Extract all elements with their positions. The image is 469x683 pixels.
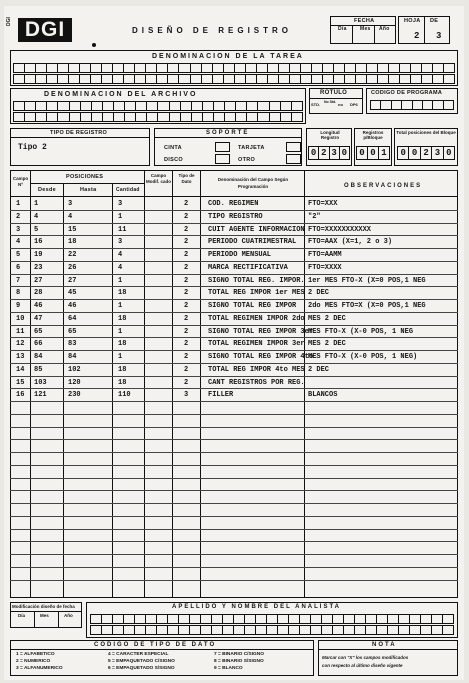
cell-desde: 46 (34, 302, 43, 310)
codigo-tipo-label: CODIGO DE TIPO DE DATO (94, 642, 217, 648)
cell-cantidad: 4 (118, 263, 123, 272)
cell-campo: 9 (16, 302, 21, 310)
table-row (4, 376, 464, 389)
col-observaciones: OBSERVACIONES (344, 183, 423, 189)
cell-desde: 121 (34, 391, 47, 400)
cell-denominacion: CANT REGISTROS POR REG. (208, 378, 305, 387)
cell-denominacion: COD. REGIMEN (208, 200, 259, 208)
cell-desde: 85 (34, 365, 43, 374)
dgi-logo: DGI (18, 18, 72, 42)
cell-hasta: 230 (68, 391, 81, 400)
analista-cells-1[interactable] (90, 614, 454, 624)
soporte-disco-label: DISCO (164, 157, 183, 163)
cell-observaciones: 1er MES FTO-X (X=0 POS,1 NEG (308, 276, 426, 285)
longitud-digits (308, 146, 350, 160)
cell-hasta: 22 (68, 251, 77, 259)
rotulo-nostd: No Std. (324, 100, 337, 104)
de-label: DE (430, 18, 439, 24)
cell-cantidad: 18 (118, 365, 127, 374)
cell-denominacion: PERIODO CUATRIMESTRAL (208, 238, 297, 247)
soporte-divider (154, 137, 302, 138)
cell-campo: 6 (16, 263, 21, 272)
col-campo: Campo Nº (12, 176, 29, 187)
cell-desde: 23 (34, 263, 43, 272)
cell-hasta: 84 (68, 353, 77, 361)
cell-tipo: 3 (184, 391, 189, 400)
logo-dot (92, 43, 96, 47)
cell-hasta: 65 (68, 327, 77, 336)
cell-cantidad: 18 (118, 378, 127, 387)
row-line (10, 541, 458, 542)
cell-observaciones: BLANCOS (308, 391, 338, 400)
form-title: DISEÑO DE REGISTRO (132, 26, 293, 35)
registros-digit: 0 (368, 147, 379, 159)
cell-tipo: 2 (184, 212, 189, 221)
row-line (10, 465, 458, 466)
table-row (4, 197, 464, 210)
cell-tipo: 2 (184, 340, 189, 349)
cell-cantidad: 1 (118, 353, 123, 361)
soporte-otro-label: OTRO (238, 157, 256, 163)
table-row (4, 337, 464, 350)
code-3: 3 = ALFANUMERICO (16, 666, 63, 671)
archivo-label: DENOMINACION DEL ARCHIVO (44, 91, 198, 98)
table-row (4, 235, 464, 248)
cell-desde: 65 (34, 327, 43, 336)
cell-desde: 16 (34, 238, 43, 247)
col-tipo-dato: Tipo de Dato (178, 173, 195, 184)
code-5: 5 = EMPAQUETADO C/SIGNO (108, 659, 175, 664)
rotulo-divider (309, 98, 363, 99)
cell-campo: 5 (16, 251, 21, 259)
nota-text-2: con respecto al último diseño vigente (322, 663, 403, 668)
cell-tipo: 2 (184, 251, 189, 259)
cell-observaciones: FTO=AAX (X=1, 2 o 3) (308, 238, 393, 247)
tarea-label: DENOMINACION DE LA TAREA (152, 53, 304, 60)
tipo-registro-label: TIPO DE REGISTRO (50, 130, 108, 136)
cell-desde: 19 (34, 251, 43, 259)
cell-denominacion: TIPO REGISTRO (208, 212, 263, 221)
total-digit: 3 (432, 147, 443, 159)
cell-denominacion: SIGNO TOTAL REG IMPOR 4to (208, 353, 314, 361)
cell-campo: 1 (16, 200, 21, 208)
registros-digit: 1 (381, 148, 387, 158)
row-line (10, 439, 458, 440)
cell-campo: 3 (16, 225, 21, 234)
cell-campo: 15 (16, 378, 25, 387)
codigo-programa-cells[interactable] (370, 100, 454, 110)
cell-observaciones: 2 DEC (308, 289, 330, 298)
cell-hasta: 102 (68, 365, 81, 374)
fecha-label: FECHA (354, 18, 375, 24)
row-line (10, 516, 458, 517)
cell-cantidad: 4 (118, 251, 123, 259)
row-line (10, 503, 458, 504)
col-denominacion: Denominación del Campo Según Programación (217, 177, 289, 189)
cell-hasta: 45 (68, 289, 77, 298)
cell-observaciones: "2" (308, 212, 321, 221)
cell-tipo: 2 (184, 238, 189, 247)
cell-cantidad: 1 (118, 212, 123, 221)
cell-desde: 4 (34, 212, 39, 221)
fecha-sep-2 (374, 25, 375, 44)
table-row (4, 363, 464, 376)
cell-hasta: 3 (68, 200, 73, 208)
soporte-cinta-label: CINTA (164, 145, 182, 151)
table-row (4, 325, 464, 338)
row-line (10, 490, 458, 491)
codigo-programa-label: CODIGO DE PROGRAMA (371, 90, 443, 96)
tipo-registro-divider (10, 137, 150, 138)
cell-campo: 13 (16, 353, 25, 361)
col-posiciones: POSICIONES (66, 174, 104, 180)
col-campo-modif: Campo Modif. cado (146, 173, 171, 184)
fecha-dia: Día (338, 26, 347, 32)
rotulo-std: STD. (311, 102, 321, 107)
analista-cells-2[interactable] (90, 625, 454, 635)
code-9: 9 = BLANCO (214, 666, 243, 671)
tarea-cells-1[interactable] (13, 63, 455, 73)
cell-observaciones: MES FTO-X (X-0 POS, 1 NEG) (308, 353, 418, 361)
fecha-mes: Mes (360, 26, 371, 32)
code-8: 8 = BINARIO S/SIGNO (214, 659, 264, 664)
cell-cantidad: 18 (118, 289, 127, 298)
cell-denominacion: SIGNO TOTAL REG IMPOR 3er. (208, 327, 318, 336)
cell-campo: 10 (16, 314, 25, 323)
cell-observaciones: MES 2 DEC (308, 340, 346, 349)
logo-small-text: DGI (6, 17, 12, 26)
total-posiciones-digits (397, 146, 455, 160)
cell-tipo: 2 (184, 302, 189, 310)
cell-observaciones: FTO=AAMM (308, 251, 342, 259)
table-row (4, 299, 464, 312)
form-sheet (4, 6, 464, 680)
longitud-digit: 0 (341, 148, 348, 158)
cell-hasta: 15 (68, 225, 77, 234)
cell-cantidad: 110 (118, 391, 131, 400)
cell-denominacion: SIGNO TOTAL REG. IMPOR. (208, 276, 305, 285)
analista-label: APELLIDO Y NOMBRE DEL ANALISTA (172, 604, 342, 610)
cell-observaciones: 2do MES FTO=X (X=0 POS,1 NEG (308, 302, 426, 310)
nota-label: NOTA (372, 642, 397, 648)
cell-cantidad: 1 (118, 276, 123, 285)
registros-bloque-digits (356, 146, 390, 160)
total-digit: 0 (409, 147, 420, 159)
cell-campo: 8 (16, 289, 21, 298)
cell-tipo: 2 (184, 314, 189, 323)
soporte-otro-checkbox[interactable] (286, 154, 301, 164)
col-desde: Desde (38, 187, 57, 193)
modif-mes: Mes (40, 613, 49, 618)
archivo-cells-2[interactable] (13, 112, 303, 122)
table-row (4, 223, 464, 236)
row-line (10, 478, 458, 479)
registros-digit: 0 (357, 147, 368, 159)
hoja-value: 2 (414, 31, 420, 41)
tipo-registro-value: Tipo 2 (18, 143, 47, 152)
cell-cantidad: 11 (118, 225, 127, 234)
cell-campo: 11 (16, 327, 25, 336)
cell-campo: 14 (16, 365, 25, 374)
cell-tipo: 2 (184, 200, 189, 208)
registros-bloque-label: Registros p/Bloque (362, 130, 384, 140)
nota-text-1: Marcar con "X" los campos modificados (322, 655, 409, 660)
cell-desde: 1 (34, 200, 39, 208)
row-line (10, 427, 458, 428)
cell-campo: 7 (16, 276, 21, 285)
modif-divider (10, 611, 82, 612)
cell-denominacion: PERIODO MENSUAL (208, 251, 272, 259)
cell-observaciones: FTO=XXXXXXXXXXX (308, 225, 372, 234)
cell-tipo: 2 (184, 276, 189, 285)
cell-observaciones: MES 2 DEC (308, 314, 346, 323)
rotulo-no: no (338, 102, 343, 107)
soporte-tarjeta-label: TARJETA (238, 145, 265, 151)
cell-observaciones: FTO=XXXX (308, 263, 342, 272)
longitud-label: Longitud Registro (320, 130, 340, 140)
cell-desde: 103 (34, 378, 47, 387)
cell-hasta: 46 (68, 302, 77, 310)
cell-tipo: 2 (184, 378, 189, 387)
cell-hasta: 18 (68, 238, 77, 247)
fecha-sep-1 (352, 25, 353, 44)
modif-sep-1 (34, 611, 35, 628)
rotulo-dp6: DP6 (350, 102, 358, 107)
cell-observaciones: 2 DEC (308, 365, 330, 374)
table-row (4, 210, 464, 223)
cell-campo: 16 (16, 391, 25, 400)
cell-tipo: 2 (184, 365, 189, 374)
col-hasta: Hasta (80, 187, 97, 193)
cell-denominacion: FILLER (208, 391, 234, 400)
cell-cantidad: 3 (118, 238, 123, 247)
modif-sep-2 (58, 611, 59, 628)
cell-desde: 27 (34, 276, 43, 285)
table-row (4, 248, 464, 261)
cell-observaciones: MES FTO-X (X-0 POS, 1 NEG (308, 327, 414, 336)
cell-tipo: 2 (184, 327, 189, 336)
total-posiciones-label: Total posiciones del Bloque (396, 130, 456, 135)
cell-cantidad: 1 (118, 327, 123, 336)
cell-hasta: 64 (68, 314, 77, 323)
cell-denominacion: TOTAL REG IMPOR 1er MES (208, 289, 305, 298)
posiciones-divider (30, 183, 144, 184)
table-row (4, 312, 464, 325)
table-row (4, 350, 464, 363)
total-digit: 2 (421, 147, 432, 159)
cell-desde: 66 (34, 340, 43, 349)
soporte-tarjeta-checkbox[interactable] (286, 142, 301, 152)
cell-tipo: 2 (184, 353, 189, 361)
cell-desde: 84 (34, 353, 43, 361)
cell-campo: 2 (16, 212, 21, 221)
cell-denominacion: TOTAL REG IMPOR 4to MES (208, 365, 305, 374)
cell-denominacion: TOTAL REGIMEN IMPOR 3er (208, 340, 305, 349)
cell-cantidad: 3 (118, 200, 123, 208)
cell-desde: 28 (34, 289, 43, 298)
total-digit: 0 (446, 148, 452, 158)
cell-denominacion: CUIT AGENTE INFORMACION (208, 225, 305, 234)
cell-cantidad: 18 (118, 314, 127, 323)
cell-denominacion: MARCA RECTIFICATIVA (208, 263, 288, 272)
cell-desde: 47 (34, 314, 43, 323)
table-row (4, 274, 464, 287)
hoja-sep (424, 16, 425, 44)
soporte-label: SOPORTE (206, 130, 250, 136)
codigo-tipo-divider (10, 649, 314, 650)
code-2: 2 = NUMERICO (16, 659, 51, 664)
modif-anio: Año (64, 613, 73, 618)
cell-denominacion: SIGNO TOTAL REG IMPOR (208, 302, 297, 310)
fecha-anio: Año (379, 26, 390, 32)
longitud-digit: 0 (309, 147, 319, 159)
row-line (10, 529, 458, 530)
table-row (4, 388, 464, 401)
row-line (10, 567, 458, 568)
archivo-cells-1[interactable] (13, 101, 303, 111)
code-7: 7 = BINARIO C/SIGNO (214, 652, 264, 657)
cell-hasta: 27 (68, 276, 77, 285)
code-6: 6 = EMPAQUETADO S/SIGNO (108, 666, 175, 671)
cell-hasta: 26 (68, 263, 77, 272)
cell-campo: 4 (16, 238, 21, 247)
row-line (10, 580, 458, 581)
row-line (10, 452, 458, 453)
tarea-cells-2[interactable] (13, 74, 455, 84)
hoja-label: HOJA (404, 18, 421, 24)
col-cantidad: Cantidad (116, 187, 140, 193)
code-4: 4 = CARACTER ESPECIAL (108, 652, 169, 657)
soporte-disco-checkbox[interactable] (215, 154, 230, 164)
cell-tipo: 2 (184, 225, 189, 234)
cell-cantidad: 1 (118, 302, 123, 310)
cell-denominacion: TOTAL REGIMEN IMPOR 2do (208, 314, 305, 323)
de-value: 3 (436, 31, 442, 41)
code-1: 1 = ALFABETICO (16, 652, 55, 657)
cell-tipo: 2 (184, 263, 189, 272)
cell-hasta: 4 (68, 212, 73, 221)
soporte-cinta-checkbox[interactable] (215, 142, 230, 152)
rotulo-label: ROTULO (320, 90, 348, 96)
table-row (4, 286, 464, 299)
modif-dia: Día (18, 613, 26, 618)
cell-observaciones: FTO=XXX (308, 200, 338, 208)
total-digit: 0 (398, 147, 409, 159)
cell-desde: 5 (34, 225, 39, 234)
modif-fecha-label: Modificación diseño de fecha (12, 604, 75, 609)
cell-cantidad: 18 (118, 340, 127, 349)
nota-divider (318, 649, 458, 650)
cell-hasta: 83 (68, 340, 77, 349)
table-row (4, 261, 464, 274)
longitud-digit: 3 (330, 147, 340, 159)
row-line (10, 554, 458, 555)
cell-hasta: 120 (68, 378, 81, 387)
longitud-digit: 2 (319, 147, 329, 159)
row-line (10, 414, 458, 415)
cell-tipo: 2 (184, 289, 189, 298)
cell-campo: 12 (16, 340, 25, 349)
